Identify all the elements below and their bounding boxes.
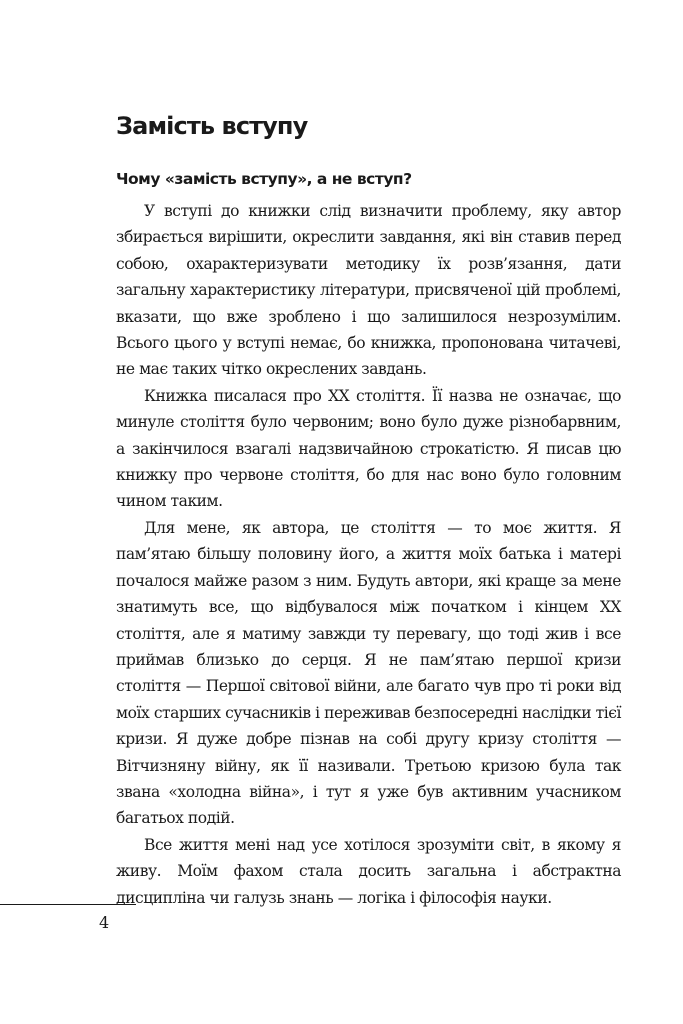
footer-rule: [0, 904, 136, 905]
page-number: 4: [99, 913, 110, 932]
chapter-title: Замість вступу: [116, 112, 308, 140]
paragraph-3: Для мене, як автора, це століття — то моє життя. Я пам’ятаю більшу половину його, а життя моїх батька і матері почалося майже разом з ним. Будуть автори, які краще за мене знатимуть все, що відбувалося між початком і кінцем XX століття, але я матиму завжди ту перевагу, що тоді жив і все приймав близько до серця. Я не пам’ятаю першої кризи століття — Першої світової війни, але багато чув про ті роки від моїх старших сучасників і переживав безпосередні наслідки тієї кризи. Я дуже добре пізнав на собі другу кризу століття — Вітчизняну війну, як її називали. Третьою кризою була так звана «холодна війна», і тут я уже був активним учасником багатьох подій.: [116, 518, 621, 828]
body-text: [116, 198, 621, 911]
paragraph-4: Все життя мені над усе хотілося зрозуміти світ, в якому я живу. Моїм фахом стала досить загальна і абстрактна дисципліна чи галузь знань — логіка і філософія науки.: [116, 835, 621, 907]
section-heading: Чому «замість вступу», а не вступ?: [116, 170, 412, 188]
paragraph-2: Книжка писалася про XX століття. Її назва не означає, що минуле століття було червоним; воно було дуже різнобарвним, а закінчилося взагалі надзвичайною строкатістю. Я писав цю книжку про червоне століття, бо для нас воно було головним чином таким.: [116, 386, 621, 511]
paragraph-1: У вступі до книжки слід визначити проблему, яку автор збирається вирішити, окреслити завдання, які він ставив перед собою, охарактеризувати методику їх розв’язання, дати загальну характеристику літератури, присвяченої цій проблемі, вказати, що вже зроблено і що залишилося незрозумілим. Всього цього у вступі немає, бо книжка, пропонована читачеві, не має таких чітко окреслених завдань.: [116, 202, 621, 379]
